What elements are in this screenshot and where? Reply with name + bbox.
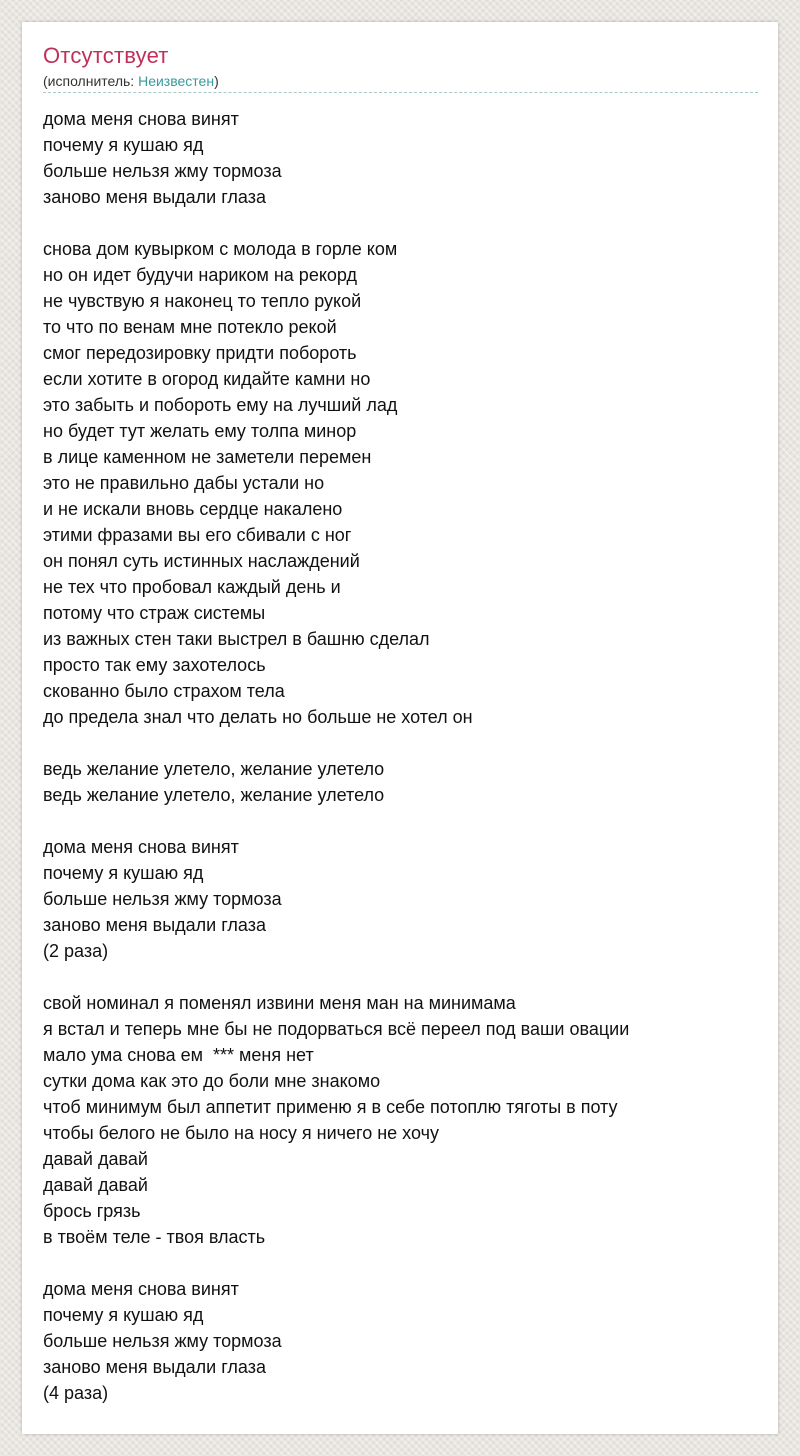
lyric-line: но будет тут желать ему толпа минор [43,421,357,441]
lyric-line: почему я кушаю яд [43,1305,204,1325]
lyrics-card [22,22,778,1434]
lyric-line: (4 раза) [43,1383,109,1403]
lyric-line: ведь желание улетело, желание улетело [43,759,385,779]
artist-link[interactable]: Неизвестен [138,73,215,89]
lyric-line: если хотите в огород кидайте камни но [43,369,371,389]
lyrics-stanza [43,106,757,210]
lyric-line: заново меня выдали глаза [43,1357,266,1377]
stanza-gap [43,730,757,756]
lyric-line: это забыть и побороть ему на лучший лад [43,395,398,415]
stanza-gap [43,964,757,990]
lyric-line: дома меня снова винят [43,109,239,129]
lyric-line: сутки дома как это до боли мне знакомо [43,1071,381,1091]
lyric-line: давай давай [43,1175,148,1195]
lyrics-body [43,106,757,1406]
lyric-line: и не искали вновь сердце накалено [43,499,343,519]
lyric-line: не тех что пробовал каждый день и [43,577,341,597]
lyric-line: больше нельзя жму тормоза [43,889,282,909]
lyric-line: не чувствую я наконец то тепло рукой [43,291,362,311]
lyric-line: (2 раза) [43,941,109,961]
lyrics-stanza [43,236,757,730]
lyric-line: почему я кушаю яд [43,863,204,883]
lyric-line: просто так ему захотелось [43,655,266,675]
lyric-line: снова дом кувырком с молода в горле ком [43,239,398,259]
lyric-line: брось грязь [43,1201,141,1221]
lyric-line: больше нельзя жму тормоза [43,1331,282,1351]
song-title: Отсутствует [43,43,169,68]
lyric-line: заново меня выдали глаза [43,915,266,935]
lyric-line: ведь желание улетело, желание улетело [43,785,385,805]
lyric-line: в лице каменном не заметели перемен [43,447,372,467]
lyric-line: в твоём теле - твоя власть [43,1227,266,1247]
lyrics-stanza [43,834,757,964]
lyric-line: из важных стен таки выстрел в башню сделал [43,629,430,649]
lyric-line: но он идет будучи нариком на рекорд [43,265,358,285]
lyrics-stanza [43,990,757,1250]
lyric-line: чтобы белого не было на носу я ничего не хочу [43,1123,439,1143]
lyric-line: свой номинал я поменял извини меня ман на минимама [43,993,516,1013]
artist-prefix: (исполнитель: [43,73,139,89]
stanza-gap [43,210,757,236]
lyric-line: давай давай [43,1149,148,1169]
lyric-line: это не правильно дабы устали но [43,473,325,493]
lyric-line: он понял суть истинных наслаждений [43,551,360,571]
lyric-line: этими фразами вы его сбивали с ног [43,525,352,545]
lyric-line: мало ума снова ем *** меня нет [43,1045,314,1065]
lyric-line: дома меня снова винят [43,837,239,857]
lyrics-stanza [43,1276,757,1406]
lyric-line: то что по венам мне потекло рекой [43,317,337,337]
lyric-line: я встал и теперь мне бы не подорваться всё переел под ваши овации [43,1019,630,1039]
lyric-line: почему я кушаю яд [43,135,204,155]
lyrics-stanza [43,756,757,808]
lyric-line: до предела знал что делать но больше не хотел он [43,707,473,727]
lyric-line: потому что страж системы [43,603,266,623]
lyric-line: заново меня выдали глаза [43,187,266,207]
artist-line [43,72,758,93]
stanza-gap [43,808,757,834]
lyric-line: больше нельзя жму тормоза [43,161,282,181]
lyric-line: скованно было страхом тела [43,681,285,701]
lyric-line: смог передозировку придти побороть [43,343,357,363]
lyric-line: дома меня снова винят [43,1279,239,1299]
stanza-gap [43,1250,757,1276]
artist-suffix: ) [214,73,219,89]
lyric-line: чтоб минимум был аппетит применю я в себе потоплю тяготы в поту [43,1097,618,1117]
